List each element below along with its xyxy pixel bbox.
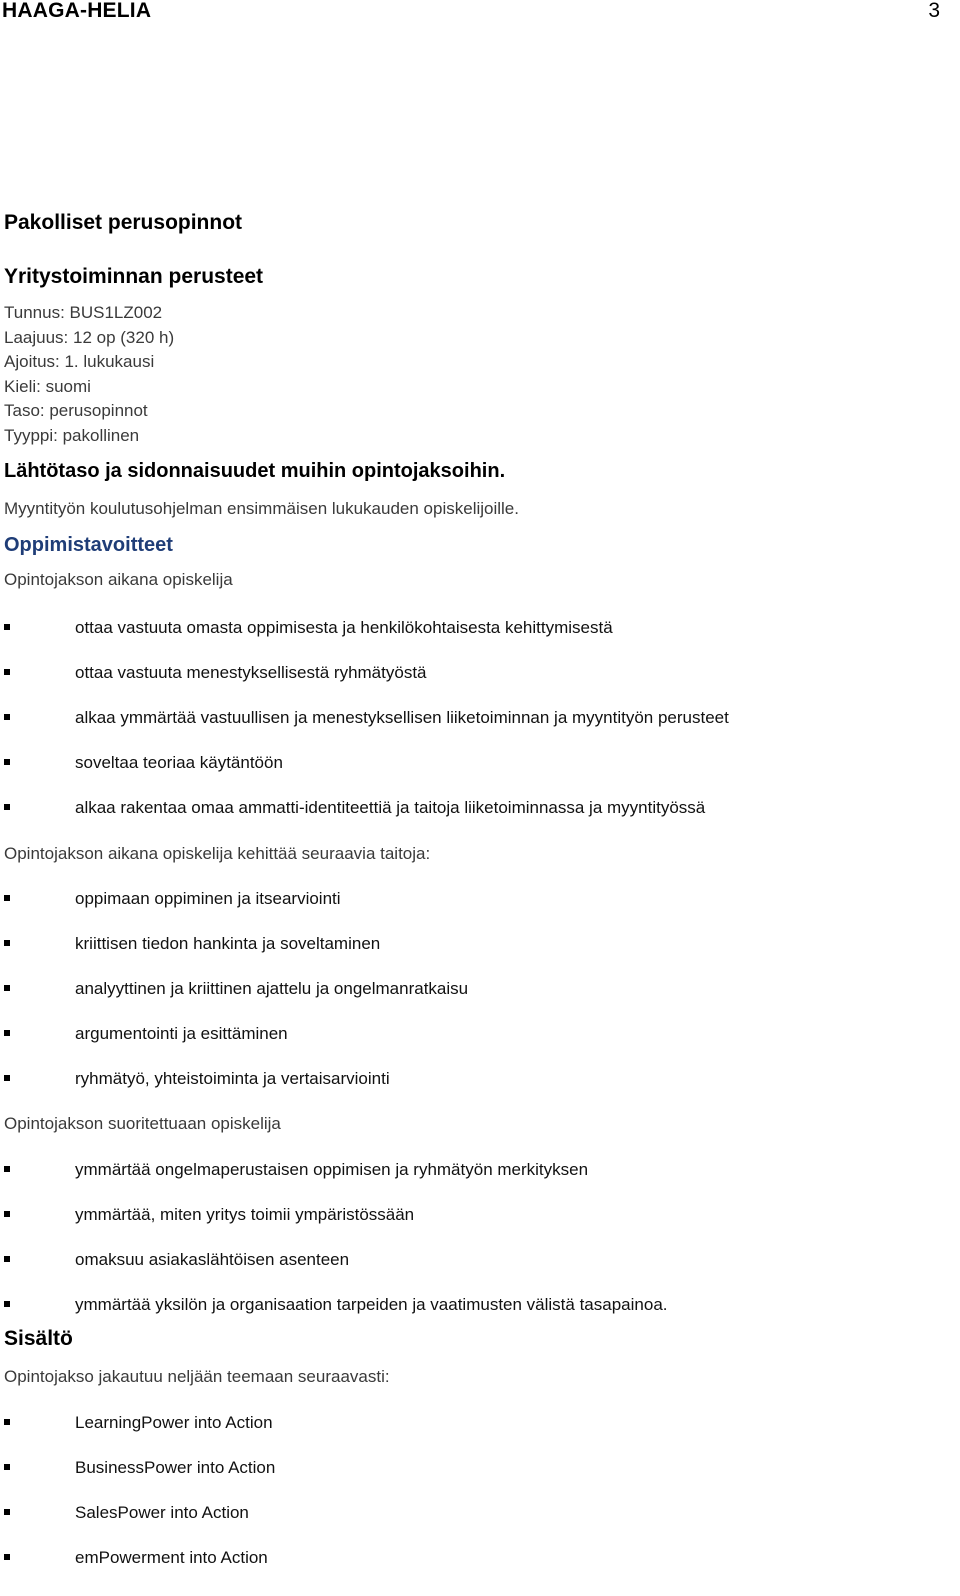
bullet-square-icon <box>4 624 10 630</box>
course-code: Tunnus: BUS1LZ002 <box>4 303 163 322</box>
bullet-square-icon <box>4 1256 10 1262</box>
bullet-square-icon <box>4 1301 10 1307</box>
course-title: Yritystoiminnan perusteet <box>4 265 264 288</box>
bullet-square-icon <box>4 1464 10 1470</box>
contents-heading: Sisältö <box>4 1327 73 1350</box>
objectives-heading: Oppimistavoitteet <box>4 534 173 556</box>
bullet-square-icon <box>4 669 10 675</box>
contents-intro: Opintojakso jakautuu neljään teemaan seuraavasti: <box>4 1367 390 1386</box>
course-timing: Ajoitus: 1. lukukausi <box>4 352 155 371</box>
course-language: Kieli: suomi <box>4 377 91 396</box>
bullet-square-icon <box>4 1030 10 1036</box>
page-header <box>0 0 960 24</box>
bullet-square-icon <box>4 714 10 720</box>
course-level: Taso: perusopinnot <box>4 401 148 420</box>
bullet-square-icon <box>4 1211 10 1217</box>
bullet-square-icon <box>4 1419 10 1425</box>
objectives-intro-during: Opintojakson aikana opiskelija <box>4 570 233 589</box>
haaga-helia-logo: HAAGA-HELIA <box>2 0 152 22</box>
bullet-square-icon <box>4 1554 10 1560</box>
page-number: 3 <box>928 0 940 22</box>
course-type: Tyyppi: pakollinen <box>4 426 140 445</box>
prerequisites-text: Myyntityön koulutusohjelman ensimmäisen lukukauden opiskelijoille. <box>4 499 519 518</box>
prerequisites-heading: Lähtötaso ja sidonnaisuudet muihin opintojaksoihin. <box>4 460 506 482</box>
bullet-square-icon <box>4 1075 10 1081</box>
objectives-intro-skills: Opintojakson aikana opiskelija kehittää seuraavia taitoja: <box>4 844 431 863</box>
objectives-intro-after: Opintojakson suoritettuaan opiskelija <box>4 1114 281 1133</box>
bullet-square-icon <box>4 895 10 901</box>
bullet-square-icon <box>4 1509 10 1515</box>
bullet-square-icon <box>4 759 10 765</box>
bullet-square-icon <box>4 804 10 810</box>
section-title: Pakolliset perusopinnot <box>4 211 243 234</box>
bullet-square-icon <box>4 1166 10 1172</box>
bullet-square-icon <box>4 985 10 991</box>
course-credits: Laajuus: 12 op (320 h) <box>4 328 175 347</box>
bullet-square-icon <box>4 940 10 946</box>
